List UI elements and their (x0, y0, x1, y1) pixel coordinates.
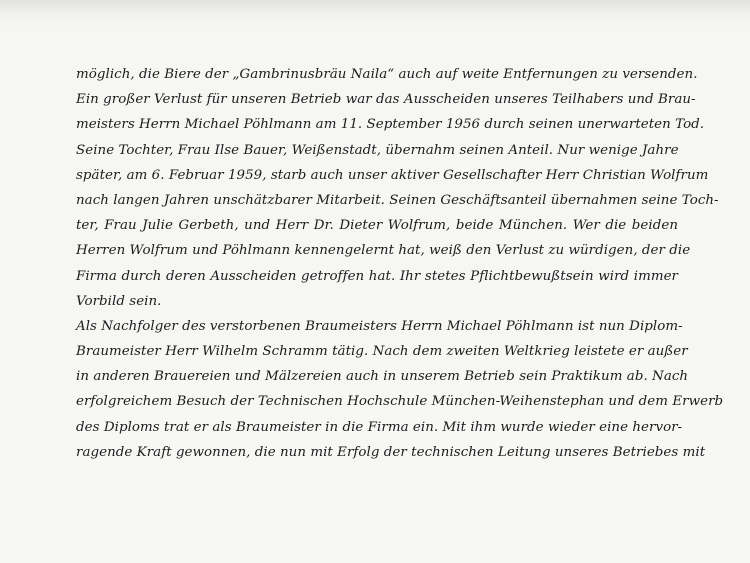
text-line-5: später, am 6. Februar 1959, starb auch unser aktiver Gesellschafter Herr Christian Wolfrum (76, 167, 709, 183)
text-line-15: des Diploms trat er als Braumeister in die Firma ein. Mit ihm wurde wieder eine hervor- (76, 419, 683, 435)
body-text (76, 62, 724, 465)
text-line-12: Braumeister Herr Wilhelm Schramm tätig. Nach dem zweiten Weltkrieg leistete er außer (76, 344, 688, 360)
text-line-3: meisters Herrn Michael Pöhlmann am 11. September 1956 durch seinen unerwarteten Tod. (76, 117, 705, 133)
text-line-4: Seine Tochter, Frau Ilse Bauer, Weißenstadt, übernahm seinen Anteil. Nur wenige Jahre (76, 142, 679, 158)
text-line-8: Herren Wolfrum und Pöhlmann kennengelernt hat, weiß den Verlust zu würdigen, der die (76, 243, 691, 259)
page-edge-shadow (0, 0, 750, 14)
text-line-9: Firma durch deren Ausscheiden getroffen hat. Ihr stetes Pflichtbewußtsein wird immer (76, 268, 678, 284)
text-line-2: Ein großer Verlust für unseren Betrieb war das Ausscheiden unseres Teilhabers und Brau- (76, 92, 696, 108)
text-line-7: ter, Frau Julie Gerbeth, und Herr Dr. Dieter Wolfrum, beide München. Wer die beiden (76, 218, 678, 234)
text-line-11: Als Nachfolger des verstorbenen Braumeisters Herrn Michael Pöhlmann ist nun Diplom- (76, 318, 683, 334)
text-line-6: nach langen Jahren unschätzbarer Mitarbeit. Seinen Geschäftsanteil übernahmen seine Toch- (76, 192, 719, 208)
text-line-14: erfolgreichem Besuch der Technischen Hochschule München-Weihenstephan und dem Erwerb (76, 394, 724, 410)
text-line-1: möglich, die Biere der „Gambrinusbräu Naila“ auch auf weite Entfernungen zu versenden. (76, 67, 698, 82)
text-line-16: ragende Kraft gewonnen, die nun mit Erfolg der technischen Leitung unseres Betriebes mit (76, 444, 706, 460)
text-line-10: Vorbild sein. (76, 293, 162, 309)
text-line-13: in anderen Brauereien und Mälzereien auch in unserem Betrieb sein Praktikum ab. Nach (76, 369, 689, 385)
